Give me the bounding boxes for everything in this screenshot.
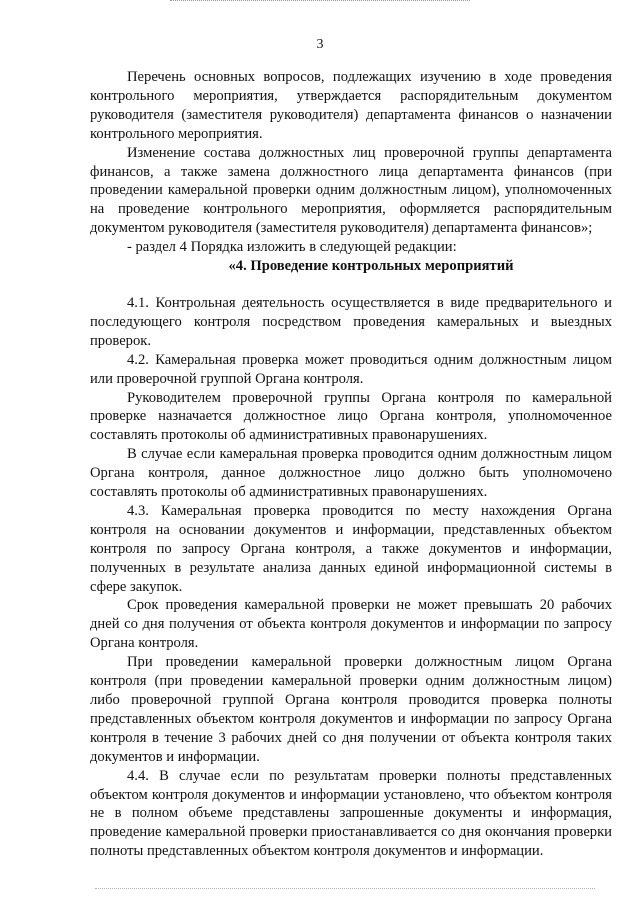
scan-edge-marks-bottom: [95, 888, 595, 897]
section-heading: «4. Проведение контрольных мероприятий: [228, 258, 514, 275]
paragraph-inspection-term: Срок проведения камеральной проверки не может превышать 20 рабочих дней со дня получения от объекта контроля документов и информации по запросу Органа контроля.: [90, 597, 612, 652]
document-body: [90, 68, 612, 861]
page-number: 3: [316, 37, 324, 52]
paragraph-4-2: 4.2. Камеральная проверка может проводиться одним должностным лицом или проверочной группой Органа контроля.: [90, 351, 612, 387]
paragraph-4-3: 4.3. Камеральная проверка проводится по месту нахождения Органа контроля на основании документов и информации, представленных объектом контроля по запросу Органа контроля, а также документов и информации, полученных в результате анализа данных единой информационной системы в сфере закупок.: [90, 502, 612, 595]
paragraph-section-amendment: - раздел 4 Порядка изложить в следующей редакции:: [127, 239, 457, 256]
paragraph-completeness-check: При проведении камеральной проверки должностным лицом Органа контроля (при проведении камеральной проверки одним должностным лицом) либо проверочной группой Органа контроля проводится проверка полноты представленных объектом контроля документов и информации по запросу Органа контроля в течение 3 рабочих дней со дня получении от объекта контроля таких документов и информации.: [90, 654, 612, 765]
spacer: [90, 276, 612, 294]
paragraph-single-official: В случае если камеральная проверка проводится одним должностным лицом Органа контроля, данное должностное лицо должно быть уполномочено составлять протоколы об административных правонарушениях.: [90, 446, 612, 501]
paragraph-group-leader: Руководителем проверочной группы Органа контроля по камеральной проверке назначается должностное лицо Органа контроля, уполномоченное составлять протоколы об административных правонарушениях.: [90, 389, 612, 444]
paragraph-questions-list: Перечень основных вопросов, подлежащих изучению в ходе проведения контрольного мероприятия, утверждается распорядительным документом руководителя (заместителя руководителя) департамента финансов о назначении контрольного мероприятия.: [90, 69, 612, 142]
scan-edge-marks-top: [170, 0, 470, 4]
paragraph-group-change: Изменение состава должностных лиц проверочной группы департамента финансов, а также замена должностного лица департамента финансов (при проведении камеральной проверки одним должностным лицом), уполномоченных на проведение контрольного мероприятия, оформляется распорядительным документом руководителя (заместителя руководителя) департамента финансов»;: [90, 144, 612, 237]
paragraph-4-4: 4.4. В случае если по результатам проверки полноты представленных объектом контроля документов и информации установлено, что объектом контроля не в полном объеме представлены запрошенные документы и информация, проведение камеральной проверки приостанавливается со дня окончания проверки полноты представленных объектом контроля документов и информации.: [90, 767, 612, 860]
paragraph-4-1: 4.1. Контрольная деятельность осуществляется в виде предварительного и последующего контроля посредством проведения камеральных и выездных проверок.: [90, 294, 612, 349]
